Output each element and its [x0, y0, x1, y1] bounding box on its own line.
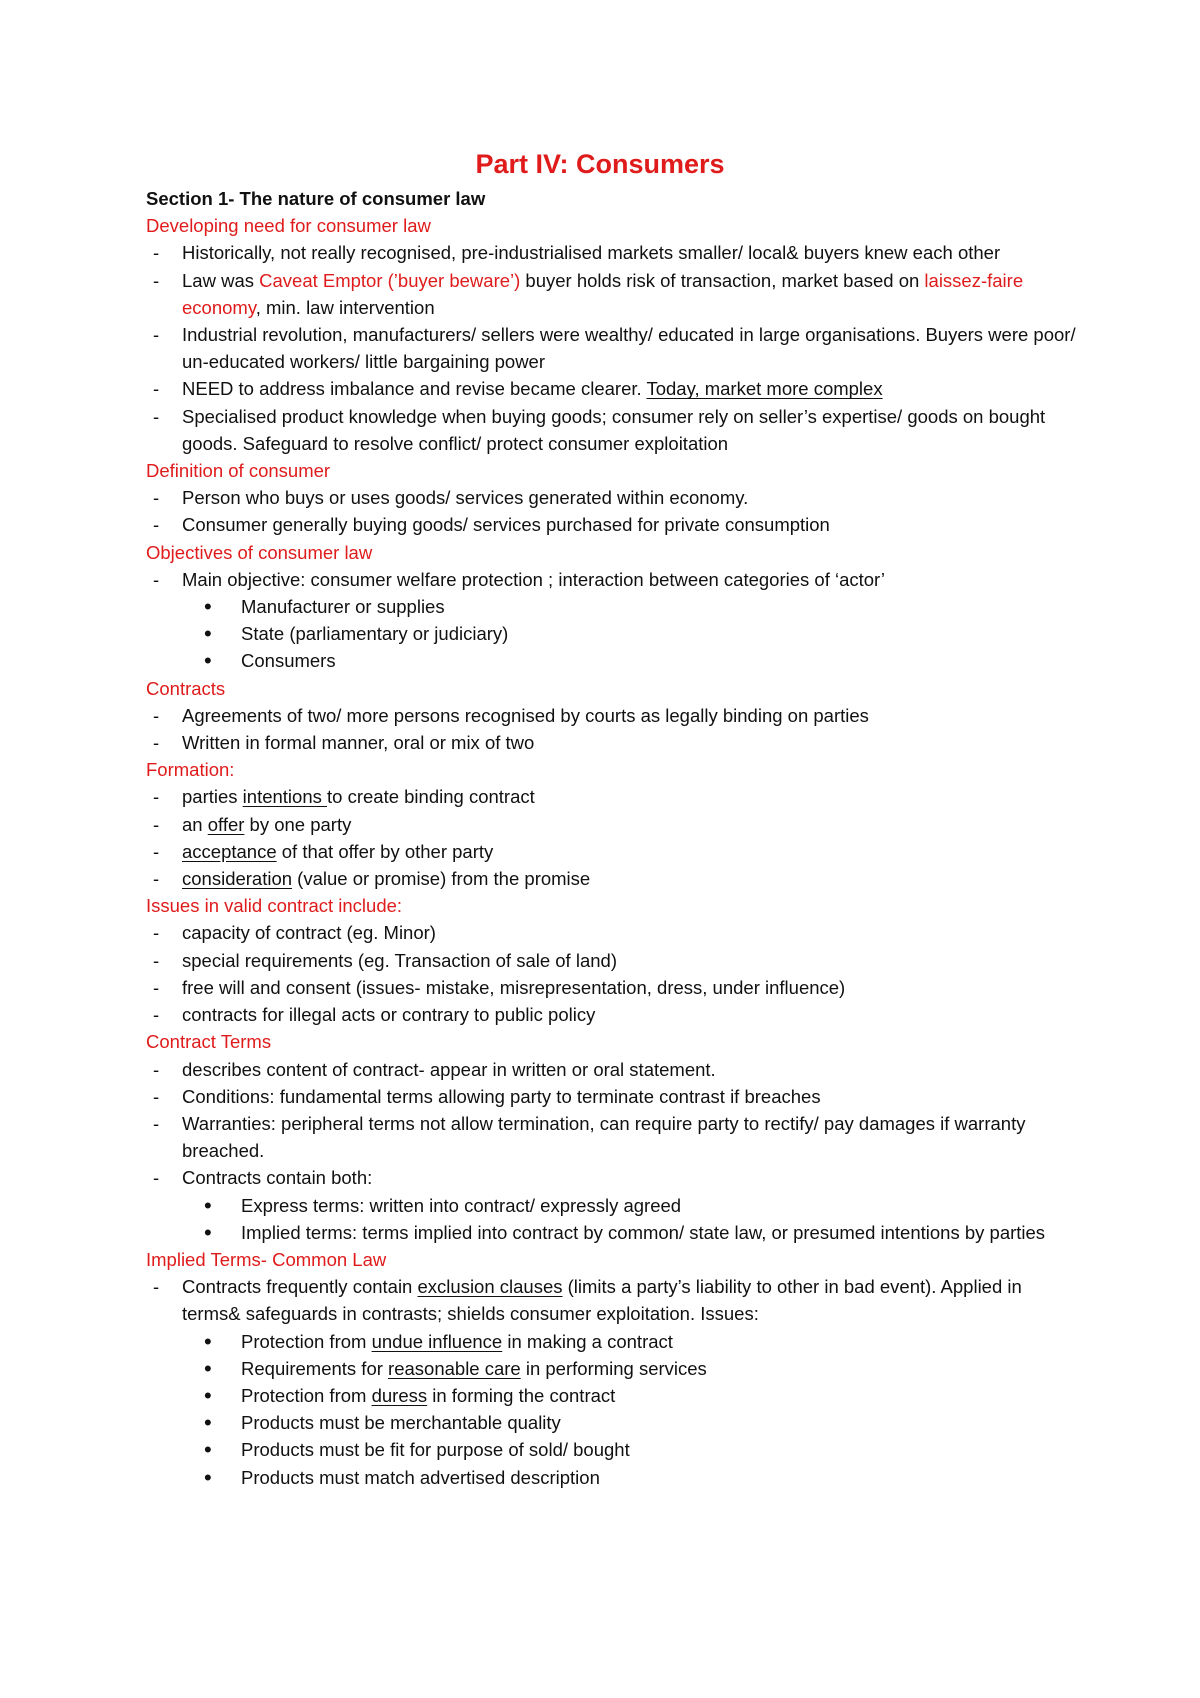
underlined-text: acceptance [182, 840, 277, 862]
list-item: - Main objective: consumer welfare protection ; interaction between categories of ‘actor’ [146, 566, 1076, 593]
list-item: - consideration (value or promise) from the promise [146, 865, 1076, 892]
list-item: - Warranties: peripheral terms not allow termination, can require party to rectify/ pay damages if warranty breached. [146, 1110, 1076, 1164]
list-item: - acceptance of that offer by other party [146, 838, 1076, 865]
heading-contract-terms: Contract Terms [146, 1031, 272, 1053]
heading-contracts: Contracts [146, 677, 226, 699]
section-heading: Section 1- The nature of consumer law [146, 188, 486, 209]
bullet-item: • Manufacturer or supplies [146, 593, 1076, 620]
bullet-item: • Implied terms: terms implied into contract by common/ state law, or presumed intentions by parties [146, 1219, 1076, 1246]
list-item: - NEED to address imbalance and revise became clearer. Today, market more complex [146, 375, 1076, 402]
heading-definition: Definition of consumer [146, 460, 331, 482]
underlined-text: consideration [182, 868, 293, 890]
list-item: - contracts for illegal acts or contrary to public policy [146, 1001, 1076, 1028]
list-item: - Written in formal manner, oral or mix of two [146, 729, 1076, 756]
list-item: - Agreements of two/ more persons recognised by courts as legally binding on parties [146, 702, 1076, 729]
underlined-text: offer [207, 813, 245, 835]
list-item: - Contracts frequently contain exclusion clauses (limits a party’s liability to other in bad event). Applied in terms& safeguards in contrasts; shields consumer exploitation. Issues: [146, 1273, 1076, 1327]
heading-developing-need: Developing need for consumer law [146, 215, 431, 237]
underlined-text: duress [371, 1384, 428, 1406]
highlight-term: laissez-faire economy [182, 269, 1024, 318]
list-item: - special requirements (eg. Transaction of sale of land) [146, 947, 1076, 974]
list-item: - Consumer generally buying goods/ services purchased for private consumption [146, 511, 1076, 538]
bullet-item: • Products must be merchantable quality [146, 1409, 1076, 1436]
bullet-item: • State (parliamentary or judiciary) [146, 620, 1076, 647]
list-item: - capacity of contract (eg. Minor) [146, 919, 1076, 946]
heading-objectives: Objectives of consumer law [146, 541, 373, 563]
page-title: Part IV: Consumers [475, 149, 725, 179]
list-item: - describes content of contract- appear in written or oral statement. [146, 1056, 1076, 1083]
bullet-item: • Products must match advertised description [146, 1464, 1076, 1491]
bullet-item: • Protection from undue influence in making a contract [146, 1328, 1076, 1355]
list-item: - Contracts contain both: [146, 1164, 1076, 1191]
underlined-text: undue influence [371, 1330, 503, 1352]
underlined-text: exclusion clauses [417, 1276, 563, 1298]
list-item: - Person who buys or uses goods/ services generated within economy. [146, 484, 1076, 511]
list-item: - Conditions: fundamental terms allowing party to terminate contrast if breaches [146, 1083, 1076, 1110]
bullet-item: • Consumers [146, 647, 1076, 674]
heading-formation: Formation: [146, 759, 235, 781]
highlight-term: Caveat Emptor (’buyer beware’) [259, 269, 521, 291]
underlined-text: Today, market more complex [646, 378, 883, 400]
bullet-item: • Requirements for reasonable care in performing services [146, 1355, 1076, 1382]
bullet-item: • Products must be fit for purpose of sold/ bought [146, 1436, 1076, 1463]
list-item: - free will and consent (issues- mistake, misrepresentation, dress, under influence) [146, 974, 1076, 1001]
heading-implied-terms: Implied Terms- Common Law [146, 1248, 387, 1270]
list-item: - Industrial revolution, manufacturers/ sellers were wealthy/ educated in large organisations. Buyers were poor/ un-educated workers/ little bargaining power [146, 321, 1076, 375]
list-item: - Historically, not really recognised, pre-industrialised markets smaller/ local& buyers knew each other [146, 239, 1076, 266]
underlined-text: intentions [242, 786, 328, 808]
underlined-text: reasonable care [388, 1357, 521, 1379]
bullet-item: • Express terms: written into contract/ expressly agreed [146, 1192, 1076, 1219]
list-item: - parties intentions to create binding contract [146, 783, 1076, 810]
list-item: - Law was Caveat Emptor (’buyer beware’) buyer holds risk of transaction, market based on laissez-faire economy, min. law intervention [146, 267, 1076, 321]
list-item: - Specialised product knowledge when buying goods; consumer rely on seller’s expertise/ goods on bought goods. Safeguard to resolve conflict/ protect consumer exploitation [146, 403, 1076, 457]
document-body [146, 185, 1076, 1491]
bullet-item: • Protection from duress in forming the contract [146, 1382, 1076, 1409]
heading-issues: Issues in valid contract include: [146, 895, 403, 917]
list-item: - an offer by one party [146, 811, 1076, 838]
